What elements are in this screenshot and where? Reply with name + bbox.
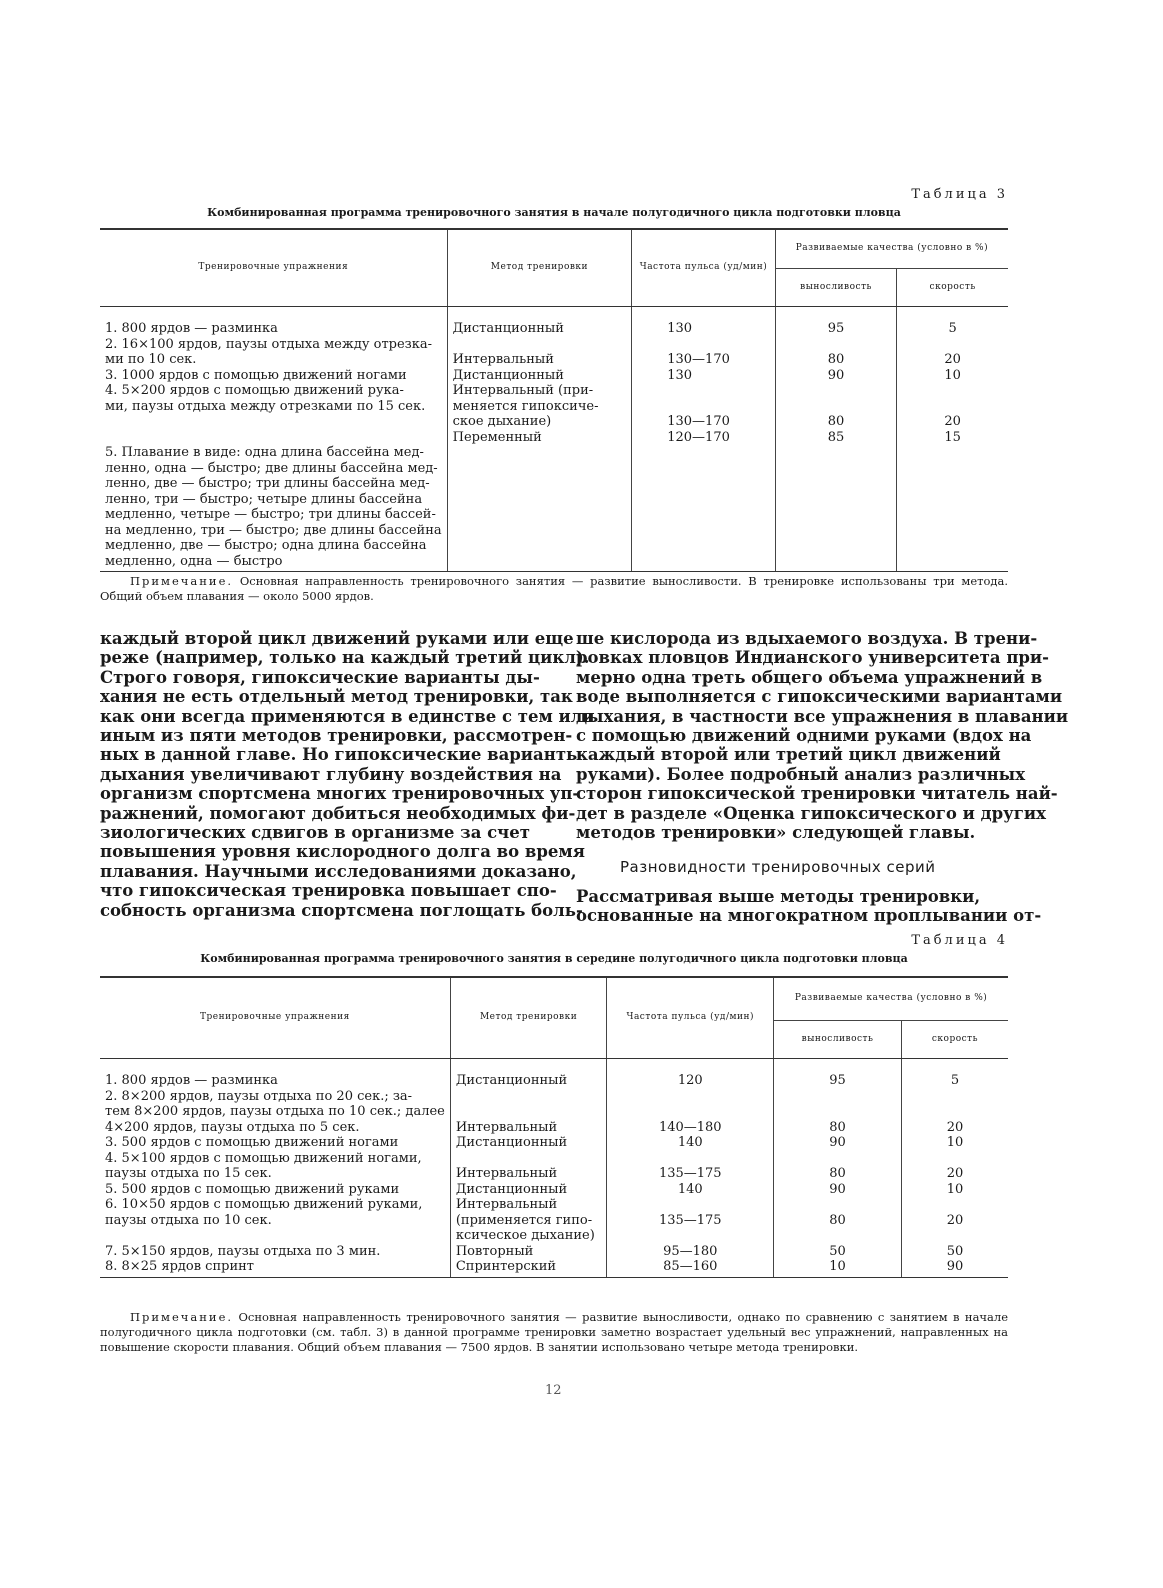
table3-exercise-line: медленно, одна — быстро (105, 553, 283, 569)
table4-exercise-line: 3. 500 ярдов с помощью движений ногами (105, 1135, 399, 1150)
table3-speed-value (902, 383, 1003, 399)
table3-note (100, 574, 1008, 604)
table4-header-exercises: Тренировочные упражнения (100, 977, 450, 1059)
table3-endurance-value: 80 (827, 414, 845, 429)
table3-exercise-line: на медленно, три — быстро; две длины бассейна (105, 522, 442, 538)
table4-method-line: (применяется гипо- (455, 1212, 593, 1228)
body-text-line: Рассматривая выше методы тренировки, (576, 887, 981, 906)
table4-exercise-line: паузы отдыха по 10 сек. (105, 1212, 272, 1228)
table3-endurance-value: 95 (827, 321, 845, 336)
table4-speed-value: 5 (950, 1073, 960, 1088)
table3-method-line: меняется гипоксиче- (452, 398, 599, 414)
table4-method-line: Интервальный (455, 1166, 558, 1181)
table4-exercise-line: 2. 8×200 ярдов, паузы отдыха по 20 сек.; за- (105, 1088, 413, 1104)
body-text-line: организм спортсмена многих тренировочных уп- (100, 784, 580, 804)
table4-pulse-value (612, 1197, 768, 1213)
body-text-line: воде выполняется с гипоксическими вариантами (576, 687, 1063, 707)
table4-endurance-value (779, 1197, 896, 1213)
table3-header-pulse: Частота пульса (уд/мин) (632, 229, 776, 307)
table4-endurance-value: 10 (829, 1259, 846, 1274)
table4-endurance-value: 50 (829, 1243, 846, 1259)
table3-pulse-value (667, 337, 770, 353)
table4-exercise-line: 4. 5×100 ярдов с помощью движений ногами, (105, 1150, 422, 1166)
body-text-line: каждый второй или третий цикл движений (576, 745, 1001, 765)
table4-method-line: Интервальный (455, 1197, 558, 1212)
body-text-line: как они всегда применяются в единстве с тем или (100, 706, 595, 726)
table4-exercise-line: 4×200 ярдов, паузы отдыха по 5 сек. (105, 1119, 360, 1135)
text-left-column (100, 629, 595, 920)
text-right-column (576, 629, 1069, 843)
body-text-line: ровках пловцов Индианского университета при- (576, 648, 1050, 668)
body-text-line: плавания. Научными исследованиями доказано, (100, 861, 577, 881)
table3-title: Комбинированная программа тренировочного занятия в начале полугодичного цикла подготовки пловца (207, 206, 901, 219)
table4-method-line: Дистанционный (455, 1073, 568, 1088)
body-text-line: иным из пяти методов тренировки, рассмотрен- (100, 726, 573, 746)
table3-exercise-line (105, 430, 442, 446)
body-text-line: ше кислорода из вдыхаемого воздуха. В трени- (576, 629, 1038, 648)
table4-method-line: Дистанционный (455, 1135, 568, 1150)
body-text-line: дет в разделе «Оценка гипоксического и других (576, 803, 1046, 823)
table4-method-line (456, 1151, 602, 1167)
table4-speed-value (907, 1151, 1003, 1167)
table3-endurance-value (781, 337, 892, 353)
table4-pulse-value (612, 1104, 768, 1120)
table4-methods-cell (450, 1059, 607, 1278)
table4-method-line: Интервальный (455, 1119, 558, 1135)
table4-pulse-value (612, 1089, 768, 1105)
table3-pulse-value: 130—170 (667, 414, 730, 429)
table3-header-method: Метод тренировки (447, 229, 632, 307)
table4-exercise-line: тем 8×200 ярдов, паузы отдыха по 10 сек.; далее (105, 1104, 445, 1119)
table3-header-qualities: Развиваемые качества (условно в %) (775, 229, 1008, 269)
table3-speed-value: 5 (948, 321, 957, 336)
table4-pulse-value (612, 1228, 768, 1244)
table4-exercise-line: 5. 500 ярдов с помощью движений руками (105, 1181, 400, 1197)
table3-exercise-line: 4. 5×200 ярдов с помощью движений рука- (105, 383, 404, 398)
table4-speed-value (907, 1104, 1003, 1120)
body-text-line: Строго говоря, гипоксические варианты ды- (100, 667, 540, 687)
table3-method-line: Переменный (452, 429, 542, 445)
table4-header-pulse: Частота пульса (уд/мин) (607, 977, 774, 1059)
table3-method-line: Интервальный (при- (452, 383, 594, 398)
table3-exercise-line: 1. 800 ярдов — разминка (105, 321, 278, 336)
table4-exercise-line: 6. 10×50 ярдов с помощью движений руками, (105, 1197, 423, 1212)
table4-speed-value (907, 1197, 1003, 1213)
page-number: 12 (545, 1383, 562, 1398)
table4-speed-value (907, 1089, 1003, 1105)
table4-endurance-value: 95 (829, 1073, 846, 1088)
body-text-line: ражнений, помогают добиться необходимых фи- (100, 803, 576, 823)
table3-speed-value: 10 (944, 367, 961, 383)
body-text-line: хания не есть отдельный метод тренировки, так (100, 687, 573, 707)
table3-pulse-value (667, 399, 770, 415)
table3-exercise-line: ми по 10 сек. (105, 352, 197, 367)
table4-pulse-value: 140—180 (658, 1119, 722, 1135)
table4-endurance-value (779, 1089, 896, 1105)
table3-method-line: ское дыхание) (452, 414, 552, 429)
table4-speed-cell (901, 1059, 1008, 1278)
table4-pulse-value: 95—180 (663, 1243, 718, 1259)
table4-method-line: Спринтерский (455, 1259, 557, 1274)
table4-exercise-line: 7. 5×150 ярдов, паузы отдыха по 3 мин. (105, 1243, 381, 1259)
body-text-line: дыхания увеличивают глубину воздействия на (100, 764, 562, 784)
table4-exercise-line: 8. 8×25 ярдов спринт (105, 1259, 254, 1274)
table3-speed-value: 20 (944, 352, 961, 367)
table4-method-line (456, 1104, 602, 1120)
table4-endurance-value (779, 1228, 896, 1244)
table4 (100, 976, 1008, 1278)
table3-exercise-line: ми, паузы отдыха между отрезками по 15 сек. (105, 398, 426, 414)
table4-note (100, 1310, 1008, 1355)
table3-pulse-value: 130—170 (667, 352, 730, 367)
body-text-line: зиологических сдвигов в организме за счет (100, 823, 530, 843)
table4-exercises-cell (100, 1059, 450, 1278)
table3-speed-value: 15 (944, 429, 961, 445)
table3-header-endurance: выносливость (775, 269, 897, 307)
table4-pulse-value (612, 1151, 768, 1167)
table4-speed-value: 10 (946, 1135, 964, 1150)
table3-speed-value (902, 337, 1003, 353)
table3-header-exercises: Тренировочные упражнения (100, 229, 447, 307)
table4-note-text: Основная направленность тренировочного занятия — развитие выносливости, однако по сравнению с занятием в начале полугодичного цикла подготовки (см. табл. 3) в данной программе тренировки заметно возрастает удельный вес упражнений, направленных на повышение скорости плавания. Общий объем плавания — 7500 ярдов. В занятии использовано четыре метода тренировки. (100, 1310, 1008, 1354)
table3-exercise-line: 5. Плавание в виде: одна длина бассейна мед- (105, 445, 424, 460)
table3-exercise-line: 3. 1000 ярдов с помощью движений ногами (105, 367, 407, 383)
table3-method-line: Интервальный (452, 352, 554, 367)
body-text-line: повышения уровня кислородного долга во время (100, 842, 585, 862)
table3-exercise-line: ленно, две — быстро; три длины бассейна мед- (105, 476, 430, 491)
text-right-after (576, 887, 1042, 926)
table3-endurance-value (781, 383, 892, 399)
table3-pulse-value: 120—170 (667, 429, 730, 445)
table3-exercise-line: медленно, две — быстро; одна длина бассейна (105, 538, 427, 553)
table3-exercise-line: 2. 16×100 ярдов, паузы отдыха между отрезка- (105, 336, 433, 352)
table3-methods-cell (447, 307, 632, 572)
table4-pulse-value: 135—175 (658, 1212, 722, 1228)
body-text-line: каждый второй цикл движений руками или еще (100, 629, 574, 648)
table4-endurance-value: 90 (829, 1181, 846, 1197)
body-text-line: основанные на многократном проплывании от- (576, 906, 1042, 926)
table4-speed-value: 50 (946, 1243, 964, 1259)
body-text-line: реже (например, только на каждый третий цикл). (100, 648, 590, 668)
table3-exercise-line: ленно, три — быстро; четыре длины бассейна (105, 491, 423, 507)
body-text-line: дыхания, в частности все упражнения в плавании (576, 706, 1069, 726)
table4-endurance-value (779, 1104, 896, 1120)
body-text-line: ных в данной главе. Но гипоксические варианты (100, 745, 583, 765)
table3-method-line: Дистанционный (452, 367, 564, 383)
table4-pulse-value: 120 (677, 1073, 703, 1088)
table3-pulse-value: 130 (667, 367, 693, 383)
table3-exercise-line: медленно, четыре — быстро; три длины бассей- (105, 507, 436, 522)
table4-endurance-value: 80 (829, 1166, 846, 1181)
table3-method-line: Дистанционный (452, 321, 564, 336)
table3-pulse-value (667, 383, 770, 399)
table4-method-line (456, 1089, 602, 1105)
table3-pulse-cell (632, 307, 776, 572)
body-text-line: мерно одна треть общего объема упражнений в (576, 667, 1043, 687)
table3-note-text: Основная направленность тренировочного занятия — развитие выносливости. В тренировке использованы три метода. Общий объем плавания — около 5000 ярдов. (100, 574, 1009, 603)
table4-header-speed: скорость (901, 1021, 1008, 1059)
body-text-line: методов тренировки» следующей главы. (576, 823, 976, 843)
table4-speed-value: 20 (946, 1119, 964, 1135)
table3-pulse-value: 130 (667, 321, 693, 336)
table4-method-line: Дистанционный (455, 1181, 568, 1197)
table4-exercise-line (105, 1228, 445, 1244)
table3-endurance-value: 90 (827, 367, 845, 383)
table4-pulse-value: 85—160 (663, 1259, 718, 1274)
table3-speed-value (902, 399, 1003, 415)
table3-method-line (453, 337, 627, 353)
table3-note-label: Примечание. (130, 574, 234, 588)
table4-header-endurance: выносливость (774, 1021, 902, 1059)
table4-method-line: ксическое дыхание) (455, 1228, 595, 1243)
table3-speed-value: 20 (944, 414, 961, 429)
table3-exercises-cell (100, 307, 447, 572)
table4-speed-value: 20 (946, 1212, 964, 1228)
table4-speed-value (907, 1228, 1003, 1244)
table4-pulse-cell (607, 1059, 774, 1278)
table3-endurance-value: 80 (827, 352, 845, 367)
table3-label: Таблица 3 (911, 187, 1008, 202)
body-text-line: собность организма спортсмена поглощать боль- (100, 900, 583, 920)
table4-endurance-cell (774, 1059, 902, 1278)
table3-exercise-line: ленно, одна — быстро; две длины бассейна мед- (105, 460, 438, 476)
table4-speed-value: 20 (946, 1166, 964, 1181)
table3-speed-cell (897, 307, 1008, 572)
body-text-line: сторон гипоксической тренировки читатель най- (576, 784, 1058, 804)
body-text-line: с помощью движений одними руками (вдох на (576, 726, 1032, 746)
table4-label: Таблица 4 (911, 933, 1008, 948)
table4-pulse-value: 140 (677, 1135, 703, 1150)
table4-pulse-value: 135—175 (658, 1166, 722, 1181)
table4-speed-value: 90 (946, 1259, 964, 1274)
table4-note-label: Примечание. (130, 1310, 234, 1324)
table4-endurance-value (779, 1151, 896, 1167)
table4-endurance-value: 80 (829, 1212, 846, 1228)
table4-exercise-line: паузы отдыха по 15 сек. (105, 1166, 272, 1181)
section-subheading: Разновидности тренировочных серий (620, 858, 936, 876)
body-text-line: руками). Более подробный анализ различных (576, 764, 1026, 784)
table4-endurance-value: 90 (829, 1135, 846, 1150)
table3-endurance-value (781, 399, 892, 415)
table4-speed-value: 10 (946, 1181, 964, 1197)
body-text-line: что гипоксическая тренировка повышает спо- (100, 881, 557, 901)
table4-method-line: Повторный (455, 1243, 534, 1259)
table4-header-qualities: Развиваемые качества (условно в %) (774, 977, 1008, 1021)
table4-header-method: Метод тренировки (450, 977, 607, 1059)
table4-title: Комбинированная программа тренировочного занятия в середине полугодичного цикла подготовки пловца (200, 952, 908, 965)
table3-endurance-cell (775, 307, 897, 572)
table4-endurance-value: 80 (829, 1119, 846, 1135)
table4-exercise-line: 1. 800 ярдов — разминка (105, 1073, 278, 1088)
table3 (100, 228, 1008, 572)
table3-header-speed: скорость (897, 269, 1008, 307)
table3-exercise-line (105, 414, 442, 430)
table3-endurance-value: 85 (827, 429, 845, 445)
table4-pulse-value: 140 (677, 1181, 703, 1197)
